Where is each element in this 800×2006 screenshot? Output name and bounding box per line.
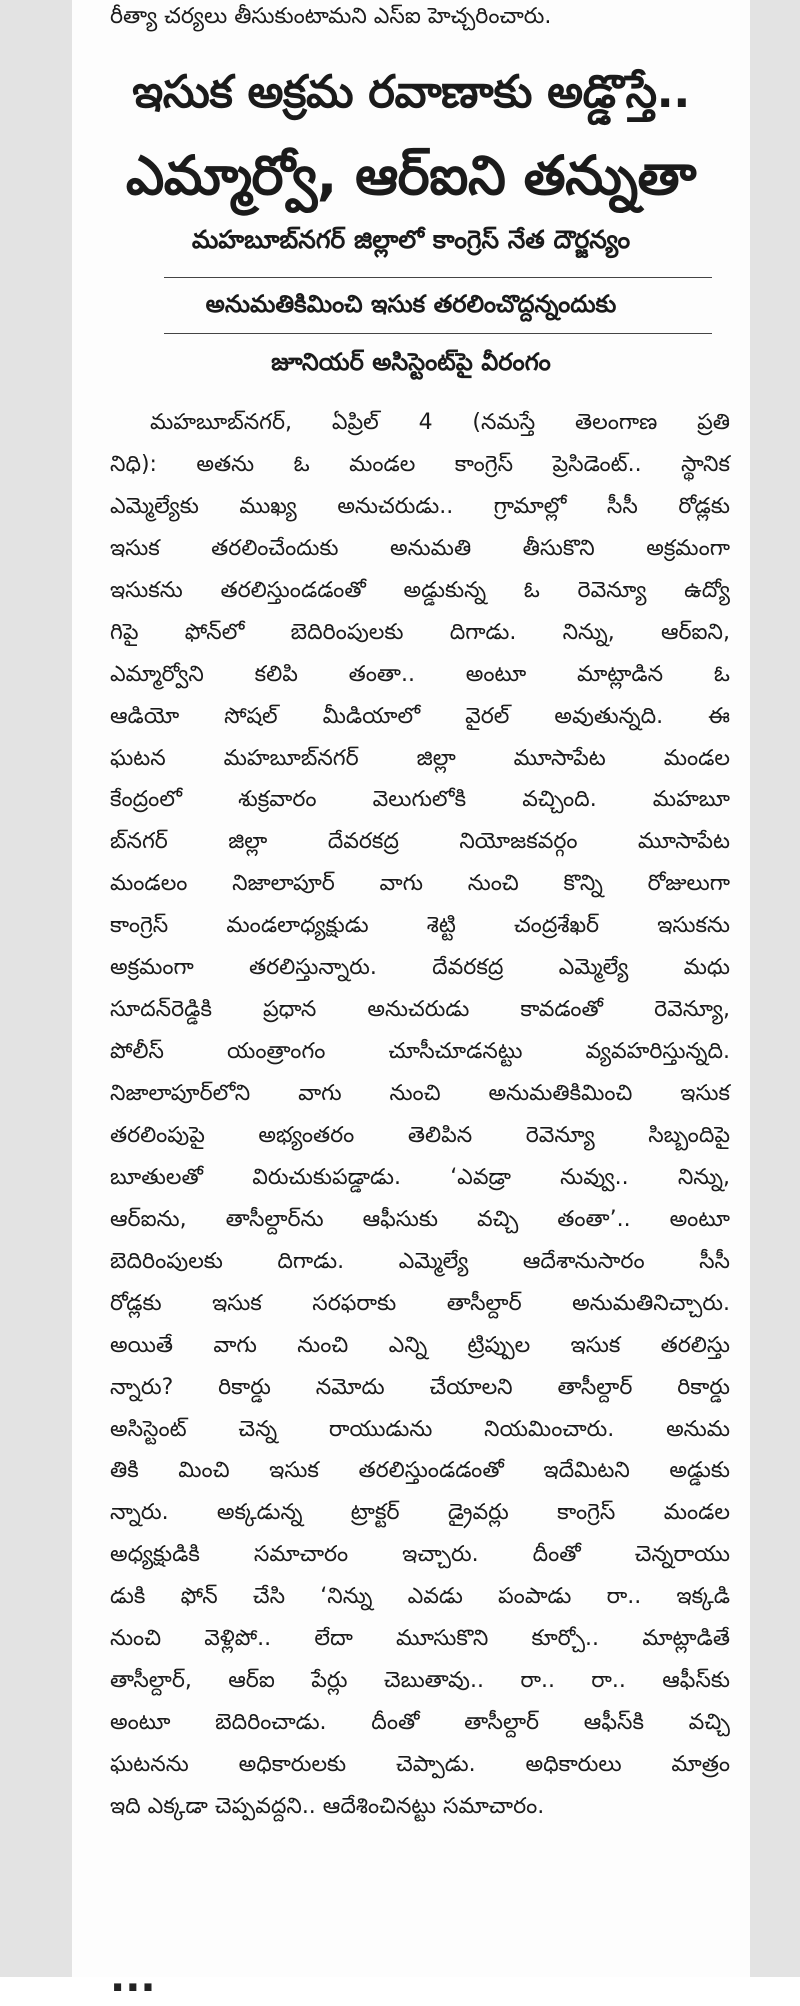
body-line: రోడ్లకు ఇసుక సరఫరాకు తాసీల్దార్ అనుమతినిచ్చారు. — [110, 1290, 730, 1316]
body-line: అసిస్టెంట్ చెన్న రాయుడును నియమించారు. అనుమ — [110, 1416, 730, 1442]
subheading-2: అనుమతికిమించి ఇసుక తరలించొద్దన్నందుకు — [205, 290, 617, 318]
body-line: ఎమ్మెల్యేకు ముఖ్య అనుచరుడు.. గ్రామాల్లో సీసీ రోడ్లకు — [110, 493, 730, 519]
body-line: గిపై ఫోన్‌లో బెదిరింపులకు దిగాడు. నిన్ను, ఆర్ఐని, — [110, 619, 730, 645]
subheading-1: మహబూబ్‌నగర్ జిల్లాలో కాంగ్రెస్ నేత దౌర్జన్యం — [191, 225, 631, 254]
body-line: నుంచి వెళ్లిపో.. లేదా మూసుకొని కూర్చో.. మాట్లాడితే — [110, 1626, 730, 1652]
headline-line-1: ఇసుక అక్రమ రవాణాకు అడ్డొస్తే.. — [132, 65, 690, 118]
subheading-3: జూనియర్ అసిస్టెంట్‌పై వీరంగం — [271, 348, 551, 376]
body-line: ఎమ్మార్వోని కలిపి తంతా.. అంటూ మాట్లాడిన ఓ — [110, 661, 730, 687]
body-line: బ్‌నగర్ జిల్లా దేవరకద్ర నియోజకవర్గం మూసాపేట — [110, 829, 730, 855]
article-body — [110, 402, 730, 1828]
body-line: బూతులతో విరుచుకుపడ్డాడు. ‘ఎవడ్రా నువ్వు.. నిన్ను, — [110, 1164, 730, 1190]
body-line: కేంద్రంలో శుక్రవారం వెలుగులోకి వచ్చింది. మహబూ — [110, 787, 730, 813]
body-line: ఘటన మహబూబ్‌నగర్ జిల్లా మూసాపేట మండల — [110, 745, 730, 771]
scan-margin-right — [750, 0, 800, 1977]
body-line: డుకి ఫోన్ చేసి ‘నిన్ను ఎవడు పంపాడు రా.. ఇక్కడి — [110, 1584, 730, 1610]
body-line: బెదిరింపులకు దిగాడు. ఎమ్మెల్యే ఆదేశానుసారం సీసీ — [110, 1248, 730, 1274]
newspaper-clipping — [72, 0, 750, 2001]
body-line: నిజాలాపూర్‌లోని వాగు నుంచి అనుమతికిమించి ఇసుక — [110, 1081, 730, 1106]
body-line: న్నారు. అక్కడున్న ట్రాక్టర్ డ్రైవర్లు కాంగ్రెస్ మండల — [110, 1500, 730, 1526]
body-line: పోలీస్ యంత్రాంగం చూసీచూడనట్టు వ్యవహరిస్తున్నది. — [110, 1039, 730, 1065]
body-line: మహబూబ్‌నగర్, ఏప్రిల్ 4 (నమస్తే తెలంగాణ ప్రతి — [150, 410, 730, 435]
body-line: తికి మించి ఇసుక తరలిస్తుండడంతో ఇదేమిటని అడ్డుకు — [110, 1458, 730, 1484]
headline-line-2: ఎమ్మార్వో, ఆర్ఐని తన్నుతా — [125, 144, 697, 207]
body-line: అయితే వాగు నుంచి ఎన్ని ట్రిప్పుల ఇసుక తరలిస్తు — [110, 1332, 730, 1358]
body-line: తాసీల్దార్, ఆర్ఐ పేర్లు చెబుతావు.. రా.. రా.. ఆఫీస్‌కు — [110, 1668, 730, 1694]
divider-rule — [164, 277, 712, 278]
body-line: సూదన్‌రెడ్డికి ప్రధాన అనుచరుడు కావడంతో రెవెన్యూ, — [110, 997, 730, 1023]
body-line: అక్రమంగా తరలిస్తున్నారు. దేవరకద్ర ఎమ్మెల్యే మధు — [110, 955, 730, 981]
body-line: కాంగ్రెస్ మండలాధ్యక్షుడు శెట్టి చంద్రశేఖర్ ఇసుకను — [110, 913, 730, 939]
scan-margin-left — [0, 0, 72, 1977]
body-line: ఆడియో సోషల్ మీడియాలో వైరల్ అవుతున్నది. ఈ — [110, 703, 730, 729]
body-line: అంటూ బెదిరించాడు. దీంతో తాసీల్దార్ ఆఫీస్‌కి వచ్చి — [110, 1710, 730, 1736]
body-line: ఘటనను అధికారులకు చెప్పాడు. అధికారులు మాత్రం — [110, 1752, 730, 1777]
body-line: ఇది ఎక్కడా చెప్పవద్దని.. ఆదేశించినట్టు సమాచారం. — [110, 1793, 545, 1819]
divider-rule — [164, 333, 712, 334]
previous-article-tail: రీత్యా చర్యలు తీసుకుంటామని ఎస్ఐ హెచ్చరించారు. — [110, 4, 552, 29]
body-line: తరలింపుపై అభ్యంతరం తెలిపిన రెవెన్యూ సిబ్బందిపై — [110, 1122, 730, 1148]
body-line: మండలం నిజాలాపూర్ వాగు నుంచి కొన్ని రోజులుగా — [110, 871, 730, 897]
body-line: ఇసుక తరలించేందుకు అనుమతి తీసుకొని అక్రమంగా — [110, 535, 730, 561]
body-line: నిధి): అతను ఓ మండల కాంగ్రెస్ ప్రెసిడెంట్.. స్థానిక — [110, 451, 730, 477]
body-line: ఆర్ఐను, తాసీల్దార్‌ను ఆఫీసుకు వచ్చి తంతా’.. అంటూ — [110, 1206, 730, 1232]
next-article-heading-cut: ... — [110, 1955, 156, 2001]
body-line: ఇసుకను తరలిస్తుండడంతో అడ్డుకున్న ఓ రెవెన్యూ ఉద్యో — [110, 577, 730, 603]
body-line: న్నారు? రికార్డు నమోదు చేయాలని తాసీల్దార్ రికార్డు — [110, 1374, 730, 1400]
body-line: అధ్యక్షుడికి సమాచారం ఇచ్చారు. దీంతో చెన్నరాయు — [110, 1542, 730, 1568]
